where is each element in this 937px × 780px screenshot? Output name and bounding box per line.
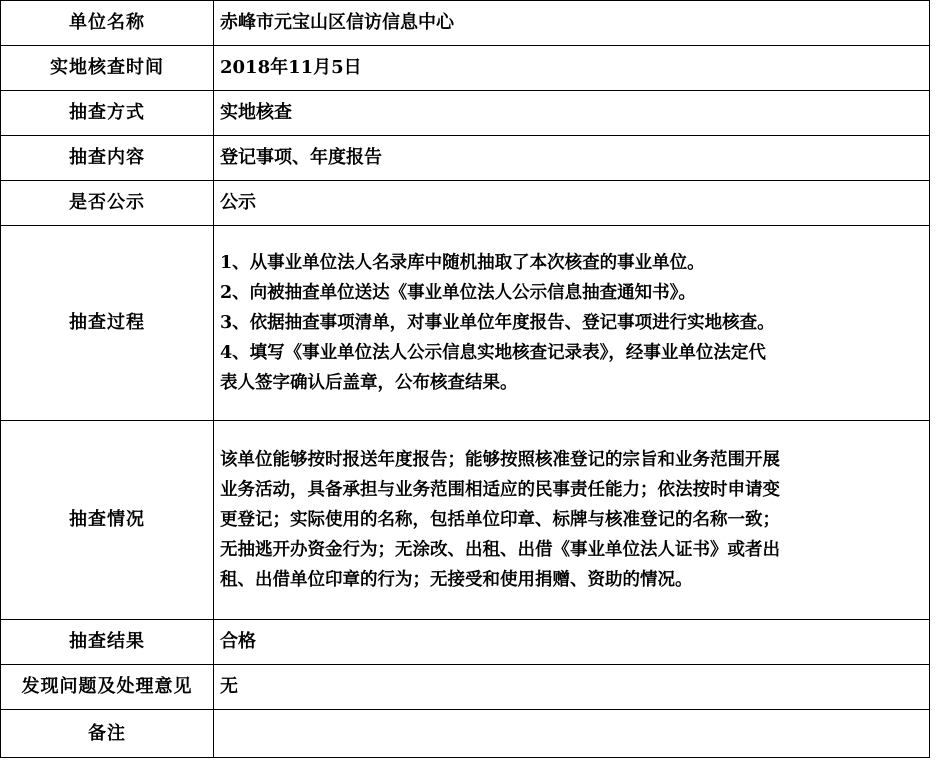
situation-line: 更登记；实际使用的名称，包括单位印章、标牌与核准登记的名称一致； bbox=[220, 510, 780, 530]
label-inspection-situation: 抽查情况 bbox=[1, 421, 214, 620]
row-unit-name bbox=[1, 1, 930, 46]
label-issues-and-handling: 发现问题及处理意见 bbox=[1, 665, 214, 710]
process-line: 3、依据抽查事项清单，对事业单位年度报告、登记事项进行实地核查。 bbox=[220, 313, 775, 333]
row-inspection-content bbox=[1, 136, 930, 181]
value-inspection-date: 2018年11月5日 bbox=[214, 46, 930, 91]
value-inspection-method: 实地核查 bbox=[214, 91, 930, 136]
value-inspection-situation bbox=[214, 421, 930, 620]
situation-line: 业务活动，具备承担与业务范围相适应的民事责任能力；依法按时申请变 bbox=[220, 480, 780, 500]
row-inspection-process bbox=[1, 226, 930, 421]
value-issues-and-handling: 无 bbox=[214, 665, 930, 710]
process-line: 1、从事业单位法人名录库中随机抽取了本次核查的事业单位。 bbox=[220, 253, 705, 273]
label-remarks: 备注 bbox=[1, 710, 214, 758]
process-line: 4、填写《事业单位法人公示信息实地核查记录表》，经事业单位法定代 bbox=[220, 343, 766, 363]
label-inspection-process: 抽查过程 bbox=[1, 226, 214, 421]
row-inspection-date bbox=[1, 46, 930, 91]
label-inspection-result: 抽查结果 bbox=[1, 620, 214, 665]
label-inspection-method: 抽查方式 bbox=[1, 91, 214, 136]
label-inspection-date: 实地核查时间 bbox=[1, 46, 214, 91]
row-inspection-result bbox=[1, 620, 930, 665]
row-issues-and-handling bbox=[1, 665, 930, 710]
label-unit-name: 单位名称 bbox=[1, 1, 214, 46]
value-public-disclosure: 公示 bbox=[214, 181, 930, 226]
value-inspection-process bbox=[214, 226, 930, 421]
row-public-disclosure bbox=[1, 181, 930, 226]
value-inspection-content: 登记事项、年度报告 bbox=[214, 136, 930, 181]
value-remarks bbox=[214, 710, 930, 758]
situation-line: 该单位能够按时报送年度报告；能够按照核准登记的宗旨和业务范围开展 bbox=[220, 450, 780, 470]
process-line: 表人签字确认后盖章，公布核查结果。 bbox=[220, 373, 518, 393]
label-public-disclosure: 是否公示 bbox=[1, 181, 214, 226]
process-line: 2、向被抽查单位送达《事业单位法人公示信息抽查通知书》。 bbox=[220, 283, 696, 303]
row-remarks bbox=[1, 710, 930, 758]
situation-line: 无抽逃开办资金行为；无涂改、出租、出借《事业单位法人证书》或者出 bbox=[220, 540, 780, 560]
row-inspection-situation bbox=[1, 421, 930, 620]
situation-line: 租、出借单位印章的行为；无接受和使用捐赠、资助的情况。 bbox=[220, 570, 693, 590]
value-unit-name: 赤峰市元宝山区信访信息中心 bbox=[214, 1, 930, 46]
value-inspection-result: 合格 bbox=[214, 620, 930, 665]
row-inspection-method bbox=[1, 91, 930, 136]
label-inspection-content: 抽查内容 bbox=[1, 136, 214, 181]
